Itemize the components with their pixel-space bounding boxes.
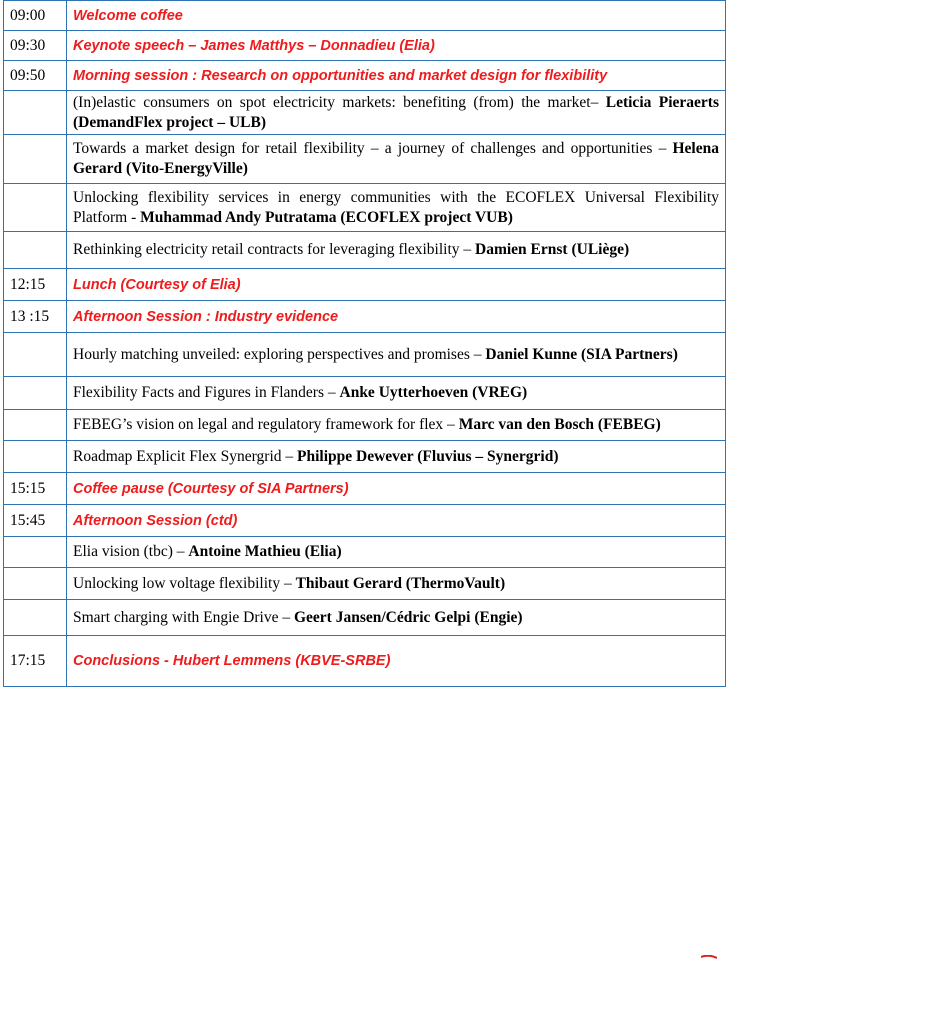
speaker-name: Geert Jansen/Cédric Gelpi (Engie) bbox=[293, 608, 523, 626]
agenda-content bbox=[67, 269, 726, 301]
agenda-time: 13 :15 bbox=[4, 301, 67, 333]
agenda-content bbox=[67, 537, 726, 568]
agenda-row-talk bbox=[4, 537, 726, 568]
agenda-content bbox=[67, 505, 726, 537]
agenda-time: 15:45 bbox=[4, 505, 67, 537]
agenda-time: 15:15 bbox=[4, 473, 67, 505]
agenda-time: 12:15 bbox=[4, 269, 67, 301]
agenda-row-talk bbox=[4, 568, 726, 600]
agenda-content bbox=[67, 91, 726, 135]
agenda-row-headline bbox=[4, 473, 726, 505]
red-mark-icon bbox=[701, 955, 717, 959]
agenda-time: 09:00 bbox=[4, 1, 67, 31]
agenda-time bbox=[4, 568, 67, 600]
agenda-row-talk bbox=[4, 91, 726, 135]
agenda-content bbox=[67, 31, 726, 61]
agenda-row-headline bbox=[4, 1, 726, 31]
agenda-row-talk bbox=[4, 377, 726, 410]
talk-title: (In)elastic consumers on spot electricity markets: benefiting (from) the market– bbox=[73, 93, 606, 111]
agenda-content bbox=[67, 135, 726, 184]
agenda-content bbox=[67, 473, 726, 505]
session-headline: Welcome coffee bbox=[73, 7, 183, 24]
agenda-time: 17:15 bbox=[4, 636, 67, 687]
talk-title: Towards a market design for retail flexibility – a journey of challenges and opportunities – bbox=[73, 140, 673, 157]
agenda-row-talk bbox=[4, 410, 726, 441]
speaker-name: Leticia Pieraerts (DemandFlex project – ULB) bbox=[73, 93, 720, 131]
agenda-table bbox=[3, 0, 726, 687]
speaker-name: Marc van den Bosch (FEBEG) bbox=[458, 416, 661, 433]
talk-title: Unlocking low voltage flexibility – bbox=[73, 574, 296, 592]
agenda-row-talk bbox=[4, 135, 726, 184]
session-headline: Coffee pause (Courtesy of SIA Partners) bbox=[73, 480, 349, 497]
agenda-row-headline bbox=[4, 269, 726, 301]
agenda-body bbox=[4, 1, 726, 687]
agenda-time: 09:50 bbox=[4, 61, 67, 91]
agenda-time bbox=[4, 232, 67, 269]
agenda-content bbox=[67, 410, 726, 441]
speaker-name: Damien Ernst (ULiège) bbox=[475, 241, 630, 258]
agenda-row-talk bbox=[4, 232, 726, 269]
agenda-time bbox=[4, 537, 67, 568]
speaker-name: Philippe Dewever (Fluvius – Synergrid) bbox=[297, 447, 559, 465]
session-headline: Lunch (Courtesy of Elia) bbox=[73, 276, 241, 293]
agenda-time bbox=[4, 410, 67, 441]
talk-title: FEBEG’s vision on legal and regulatory framework for flex – bbox=[73, 416, 459, 433]
speaker-name: Daniel Kunne (SIA Partners) bbox=[485, 345, 678, 363]
session-headline: Afternoon Session : Industry evidence bbox=[73, 308, 339, 325]
agenda-content bbox=[67, 301, 726, 333]
agenda-content bbox=[67, 61, 726, 91]
session-headline: Conclusions - Hubert Lemmens (KBVE-SRBE) bbox=[73, 653, 391, 669]
agenda-row-headline bbox=[4, 31, 726, 61]
agenda-row-talk bbox=[4, 184, 726, 232]
agenda-row-talk bbox=[4, 333, 726, 377]
talk-title: Roadmap Explicit Flex Synergrid – bbox=[73, 447, 298, 465]
agenda-content bbox=[67, 333, 726, 377]
agenda-time bbox=[4, 600, 67, 636]
talk-title: Smart charging with Engie Drive – bbox=[73, 608, 294, 626]
agenda-row-headline bbox=[4, 636, 726, 687]
agenda-content bbox=[67, 1, 726, 31]
talk-title: Unlocking flexibility services in energy communities with the ECOFLEX Universal Flexibility Platform - bbox=[73, 188, 719, 226]
talk-title: Hourly matching unveiled: exploring perspectives and promises – bbox=[73, 345, 486, 363]
agenda-time bbox=[4, 377, 67, 410]
agenda-content bbox=[67, 568, 726, 600]
agenda-content bbox=[67, 600, 726, 636]
session-headline: Morning session : Research on opportunities and market design for flexibility bbox=[73, 67, 608, 84]
speaker-name: Thibaut Gerard (ThermoVault) bbox=[295, 574, 506, 592]
talk-title: Flexibility Facts and Figures in Flanders – bbox=[73, 384, 340, 401]
agenda-time bbox=[4, 184, 67, 232]
agenda-row-headline bbox=[4, 505, 726, 537]
agenda-content bbox=[67, 184, 726, 232]
speaker-name: Muhammad Andy Putratama (ECOFLEX project VUB) bbox=[140, 208, 513, 226]
agenda-row-headline bbox=[4, 301, 726, 333]
agenda-content bbox=[67, 232, 726, 269]
agenda-content bbox=[67, 441, 726, 473]
agenda-time: 09:30 bbox=[4, 31, 67, 61]
agenda-time bbox=[4, 333, 67, 377]
agenda-content bbox=[67, 377, 726, 410]
talk-title: Rethinking electricity retail contracts for leveraging flexibility – bbox=[73, 241, 476, 258]
agenda-time bbox=[4, 441, 67, 473]
agenda-row-headline bbox=[4, 61, 726, 91]
speaker-name: Helena Gerard (Vito-EnergyVille) bbox=[73, 140, 719, 177]
speaker-name: Antoine Mathieu (Elia) bbox=[188, 543, 342, 560]
agenda-content bbox=[67, 636, 726, 687]
speaker-name: Anke Uytterhoeven (VREG) bbox=[339, 384, 528, 401]
talk-title: Elia vision (tbc) – bbox=[73, 543, 189, 560]
agenda-time bbox=[4, 91, 67, 135]
agenda-row-talk bbox=[4, 600, 726, 636]
session-headline: Keynote speech – James Matthys – Donnadieu (Elia) bbox=[73, 37, 435, 54]
session-headline: Afternoon Session (ctd) bbox=[73, 512, 238, 529]
agenda-time bbox=[4, 135, 67, 184]
agenda-row-talk bbox=[4, 441, 726, 473]
